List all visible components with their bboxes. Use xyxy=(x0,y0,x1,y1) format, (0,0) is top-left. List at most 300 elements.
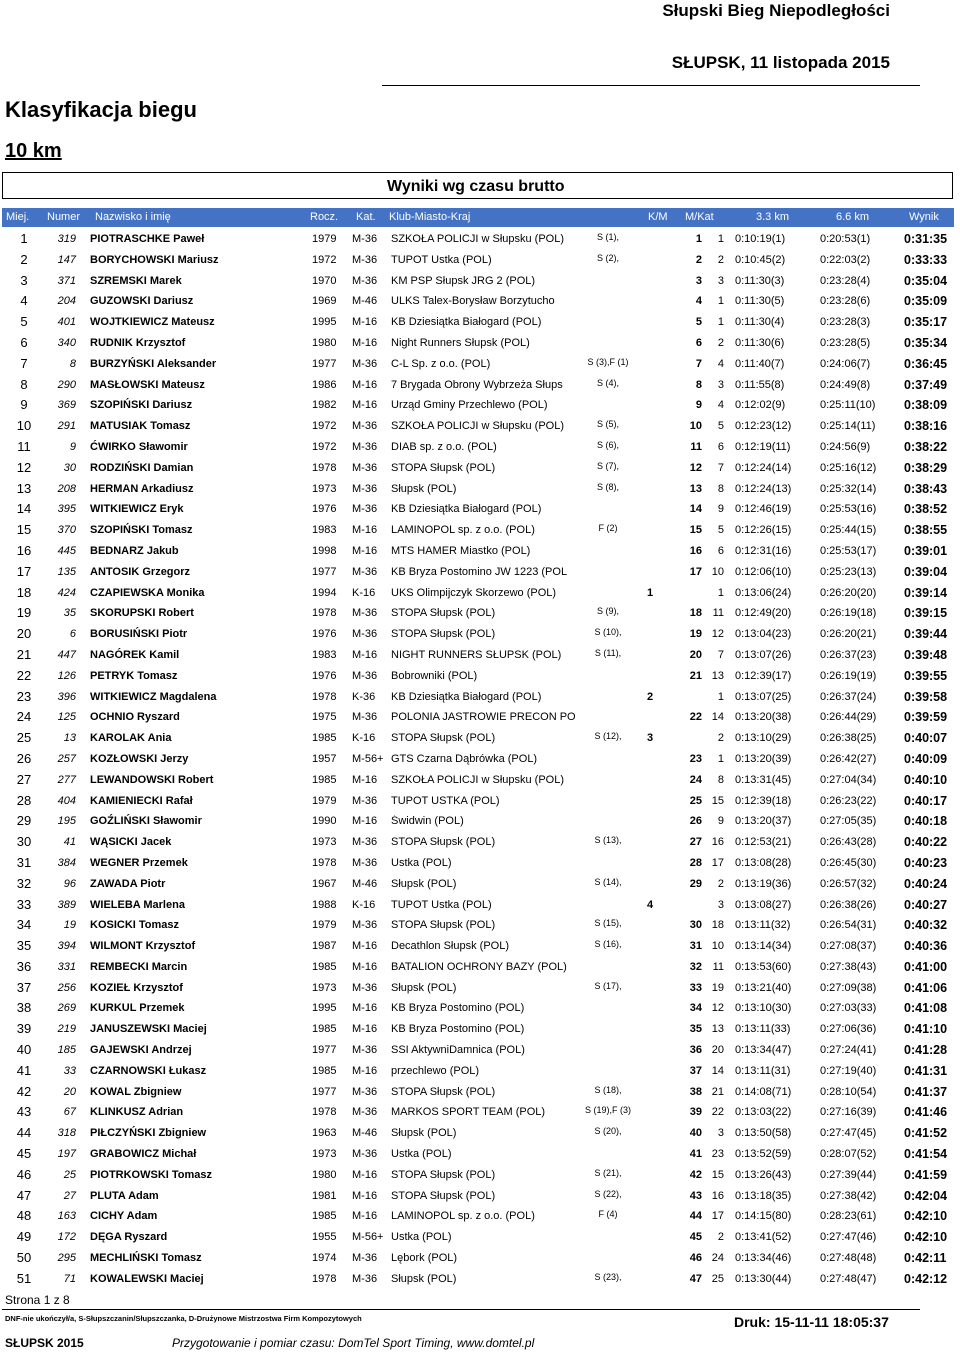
cell-men-rank: 16 xyxy=(689,544,702,557)
cell-result: 0:40:36 xyxy=(904,939,948,954)
cell-men-rank: 3 xyxy=(695,274,702,287)
cell-club: DIAB sp. z o.o. (POL) xyxy=(391,440,497,453)
table-row xyxy=(0,791,960,812)
cell-position: 34 xyxy=(16,917,32,933)
cell-club: 7 Brygada Obrony Wybrzeża Słups xyxy=(391,378,563,391)
cell-split-2: 0:27:03(33) xyxy=(820,1002,877,1015)
cell-men-rank: 25 xyxy=(689,794,702,807)
cell-number: 67 xyxy=(63,1106,76,1119)
cell-category: M-46 xyxy=(352,295,378,308)
cell-split-1: 0:12:19(11) xyxy=(735,440,791,453)
cell-club: UKS Olimpijczyk Skorzewo (POL) xyxy=(391,586,557,599)
cell-number: 424 xyxy=(57,586,76,599)
cell-club: Słupsk (POL) xyxy=(391,981,457,994)
cell-year: 1979 xyxy=(312,794,337,807)
cell-split-1: 0:12:23(12) xyxy=(735,420,792,433)
cell-category: M-36 xyxy=(352,461,378,474)
table-row xyxy=(0,1019,960,1040)
cell-split-1: 0:12:24(13) xyxy=(735,482,792,495)
cell-category-rank: 3 xyxy=(717,898,724,911)
cell-split-1: 0:13:20(37) xyxy=(735,815,792,828)
cell-club: GTS Czarna Dąbrówka (POL) xyxy=(391,752,538,765)
table-row xyxy=(0,874,960,895)
cell-category: M-16 xyxy=(352,1210,378,1223)
cell-club: LAMINOPOL sp. z o.o. (POL) xyxy=(391,524,535,537)
cell-number: 9 xyxy=(69,440,76,453)
cell-result: 0:39:55 xyxy=(904,668,948,683)
cell-split-2: 0:25:14(11) xyxy=(820,420,876,433)
cell-position: 36 xyxy=(16,958,32,974)
cell-number: 163 xyxy=(57,1210,76,1223)
cell-name: NAGÓREK Kamil xyxy=(90,648,180,661)
cell-number: 401 xyxy=(57,316,76,329)
cell-category-rank: 18 xyxy=(711,919,724,932)
cell-number: 25 xyxy=(63,1168,76,1181)
cell-year: 1977 xyxy=(312,1044,337,1057)
results-subtitle: Wyniki wg czasu brutto xyxy=(387,178,565,195)
cell-year: 1967 xyxy=(312,877,337,890)
cell-split-1: 0:12:31(16) xyxy=(735,544,792,557)
cell-split-2: 0:27:48(47) xyxy=(820,1272,877,1285)
cell-year: 1978 xyxy=(312,1106,337,1119)
cell-number: 295 xyxy=(57,1252,76,1265)
cell-name: MASŁOWSKI Mateusz xyxy=(90,378,205,391)
cell-year: 1988 xyxy=(312,898,337,911)
cell-split-1: 0:12:26(15) xyxy=(735,524,792,537)
cell-club: TUPOT Ustka (POL) xyxy=(391,253,492,266)
cell-club: SZKOŁA POLICJI w Słupsku (POL) xyxy=(391,420,565,433)
classification-title: Klasyfikacja biegu xyxy=(5,97,197,122)
timing-credit: Przygotowanie i pomiar czasu: DomTel Sport Timing, www.domtel.pl xyxy=(172,1336,535,1350)
cell-position: 45 xyxy=(16,1146,32,1162)
cell-split-1: 0:10:45(2) xyxy=(735,253,786,266)
table-row xyxy=(0,645,960,666)
col-year: Rocz. xyxy=(310,211,339,223)
table-row xyxy=(0,707,960,728)
cell-category-rank: 12 xyxy=(711,628,724,641)
cell-category-rank: 9 xyxy=(717,503,724,516)
cell-number: 204 xyxy=(57,295,76,308)
table-row xyxy=(0,811,960,832)
table-row xyxy=(0,832,960,853)
cell-year: 1976 xyxy=(312,669,337,682)
cell-split-1: 0:13:34(47) xyxy=(735,1044,792,1057)
cell-year: 1973 xyxy=(312,1148,337,1161)
cell-number: 172 xyxy=(57,1231,76,1244)
cell-split-2: 0:26:57(32) xyxy=(820,877,877,890)
cell-split-2: 0:25:16(12) xyxy=(820,461,877,474)
cell-number: 319 xyxy=(57,233,76,245)
cell-men-rank: 41 xyxy=(689,1148,702,1161)
cell-classifications: S (11), xyxy=(594,647,622,658)
cell-name: KOZŁOWSKI Jerzy xyxy=(90,752,189,765)
cell-year: 1979 xyxy=(312,919,337,932)
cell-name: WITKIEWICZ Magdalena xyxy=(90,690,217,703)
cell-men-rank: 46 xyxy=(689,1252,702,1265)
cell-category-rank: 2 xyxy=(717,1231,724,1244)
cell-result: 0:38:09 xyxy=(904,398,948,413)
cell-year: 1985 xyxy=(312,1023,337,1036)
cell-year: 1963 xyxy=(312,1127,337,1140)
cell-club: POLONIA JASTROWIE PRECON PO xyxy=(391,711,576,724)
cell-split-2: 0:28:10(54) xyxy=(820,1085,877,1098)
cell-classifications: S (1), xyxy=(596,232,619,242)
event-place-date: SŁUPSK, 11 listopada 2015 xyxy=(671,53,890,72)
col-result: Wynik xyxy=(909,211,939,223)
cell-category: M-36 xyxy=(352,274,378,287)
cell-result: 0:40:18 xyxy=(904,814,948,829)
cell-club: Night Runners Słupsk (POL) xyxy=(391,336,530,349)
cell-position: 4 xyxy=(20,293,28,309)
cell-position: 44 xyxy=(16,1125,32,1141)
cell-split-1: 0:13:07(25) xyxy=(735,690,792,703)
cell-club: ULKS Talex-Borysław Borzytucho xyxy=(391,295,555,308)
cell-position: 50 xyxy=(16,1250,32,1266)
cell-name: GAJEWSKI Andrzej xyxy=(90,1044,192,1057)
cell-category-rank: 3 xyxy=(717,1127,724,1140)
cell-split-2: 0:26:43(28) xyxy=(820,836,877,849)
cell-number: 277 xyxy=(57,773,76,786)
cell-category: M-16 xyxy=(352,773,378,786)
cell-name: OCHNIO Ryszard xyxy=(90,711,180,724)
cell-split-2: 0:23:28(3) xyxy=(820,316,871,329)
cell-split-1: 0:11:30(5) xyxy=(735,295,785,308)
cell-number: 370 xyxy=(57,524,76,537)
cell-year: 1983 xyxy=(312,524,337,537)
cell-result: 0:40:22 xyxy=(904,835,948,850)
table-row xyxy=(0,770,960,791)
cell-category-rank: 14 xyxy=(711,711,724,724)
cell-split-1: 0:14:08(71) xyxy=(735,1085,792,1098)
distance-title: 10 km xyxy=(5,140,62,162)
cell-result: 0:35:09 xyxy=(904,294,948,309)
cell-number: 447 xyxy=(57,648,76,661)
col-km: K/M xyxy=(648,211,668,223)
cell-name: PETRYK Tomasz xyxy=(90,669,178,682)
cell-club: KB Bryza Postomino (POL) xyxy=(391,1002,525,1015)
cell-position: 10 xyxy=(16,418,32,434)
cell-split-2: 0:27:47(46) xyxy=(820,1231,877,1244)
cell-classifications: S (10), xyxy=(594,627,622,638)
cell-number: 96 xyxy=(63,877,76,890)
cell-club: MTS HAMER Miastko (POL) xyxy=(391,544,531,557)
cell-year: 1987 xyxy=(312,940,337,953)
cell-year: 1973 xyxy=(312,836,337,849)
cell-men-rank: 9 xyxy=(695,399,702,412)
cell-split-2: 0:27:09(38) xyxy=(820,981,877,994)
cell-split-2: 0:25:11(10) xyxy=(820,399,876,412)
cell-result: 0:39:04 xyxy=(904,564,948,579)
cell-split-2: 0:23:28(6) xyxy=(820,295,871,308)
cell-split-2: 0:26:38(25) xyxy=(820,732,877,745)
cell-name: SZOPIŃSKI Dariusz xyxy=(90,399,193,412)
cell-men-rank: 11 xyxy=(690,440,702,453)
cell-men-rank: 30 xyxy=(689,919,702,932)
cell-year: 1970 xyxy=(312,274,337,287)
cell-split-1: 0:14:15(80) xyxy=(735,1210,792,1223)
cell-category: M-16 xyxy=(352,1002,378,1015)
cell-women-rank: 3 xyxy=(646,732,654,745)
cell-club: KB Dziesiątka Białogard (POL) xyxy=(391,503,542,516)
cell-split-2: 0:25:53(17) xyxy=(820,544,877,557)
cell-position: 21 xyxy=(16,646,32,662)
cell-split-1: 0:10:19(1) xyxy=(735,233,786,245)
cell-category: M-36 xyxy=(352,1085,378,1098)
table-row xyxy=(0,416,960,437)
cell-split-2: 0:20:53(1) xyxy=(820,233,871,245)
table-row xyxy=(0,1061,960,1082)
cell-year: 1983 xyxy=(312,648,337,661)
table-row xyxy=(0,1269,960,1290)
cell-number: 256 xyxy=(57,981,76,994)
cell-category: M-36 xyxy=(352,981,378,994)
cell-split-2: 0:25:32(14) xyxy=(820,482,877,495)
cell-name: KOSICKI Tomasz xyxy=(90,919,180,932)
cell-category-rank: 19 xyxy=(711,981,724,994)
cell-classifications: S (22), xyxy=(594,1188,622,1199)
cell-club: STOPA Słupsk (POL) xyxy=(391,1189,496,1202)
cell-men-rank: 18 xyxy=(689,607,702,620)
cell-men-rank: 14 xyxy=(689,503,702,516)
cell-position: 25 xyxy=(16,730,32,746)
cell-split-2: 0:27:39(44) xyxy=(820,1168,877,1181)
cell-result: 0:31:35 xyxy=(904,232,948,246)
cell-classifications: S (3),F (1) xyxy=(587,356,629,367)
cell-split-2: 0:27:06(36) xyxy=(820,1023,877,1036)
print-date: Druk: 15-11-11 18:05:37 xyxy=(734,1314,889,1330)
table-row xyxy=(0,853,960,874)
cell-year: 1998 xyxy=(312,544,337,557)
table-row xyxy=(0,395,960,416)
cell-category: M-16 xyxy=(352,1189,378,1202)
cell-split-1: 0:13:06(24) xyxy=(735,586,792,599)
cell-club: KB Bryza Postomino (POL) xyxy=(391,1023,525,1036)
cell-split-1: 0:13:53(60) xyxy=(735,960,792,973)
col-split1: 3.3 km xyxy=(756,211,790,223)
cell-result: 0:37:49 xyxy=(904,377,948,392)
cell-position: 23 xyxy=(16,688,32,704)
cell-classifications: S (23), xyxy=(594,1271,622,1282)
cell-category: M-16 xyxy=(352,399,378,412)
cell-category-rank: 13 xyxy=(711,669,724,682)
cell-name: CZARNOWSKI Łukasz xyxy=(90,1064,207,1077)
cell-name: SZOPIŃSKI Tomasz xyxy=(90,524,193,537)
cell-split-1: 0:12:24(14) xyxy=(735,461,792,474)
cell-category: M-36 xyxy=(352,440,378,453)
cell-position: 17 xyxy=(16,563,32,579)
cell-number: 318 xyxy=(57,1127,76,1140)
cell-split-2: 0:26:19(19) xyxy=(820,669,877,682)
cell-year: 1995 xyxy=(312,316,337,329)
cell-position: 46 xyxy=(16,1166,32,1182)
cell-split-1: 0:13:50(58) xyxy=(735,1127,792,1140)
cell-men-rank: 39 xyxy=(689,1106,702,1119)
cell-name: GRABOWICZ Michał xyxy=(90,1148,197,1161)
cell-men-rank: 35 xyxy=(689,1023,702,1036)
cell-club: Słupsk (POL) xyxy=(391,1272,457,1285)
table-row xyxy=(0,541,960,562)
cell-split-1: 0:13:31(45) xyxy=(735,773,792,786)
cell-category-rank: 5 xyxy=(717,524,724,537)
table-row xyxy=(0,375,960,396)
cell-number: 33 xyxy=(63,1064,76,1077)
cell-category-rank: 15 xyxy=(711,1168,724,1181)
cell-category: K-16 xyxy=(352,586,376,599)
cell-name: WEGNER Przemek xyxy=(90,856,188,869)
cell-category: M-36 xyxy=(352,711,378,724)
col-name: Nazwisko i imię xyxy=(95,211,171,223)
cell-position: 51 xyxy=(16,1270,32,1286)
cell-year: 1978 xyxy=(312,856,337,869)
cell-category-rank: 7 xyxy=(717,648,724,661)
cell-position: 8 xyxy=(20,376,28,392)
cell-number: 20 xyxy=(63,1085,76,1098)
cell-category: M-36 xyxy=(352,856,378,869)
cell-category: M-16 xyxy=(352,1168,378,1181)
cell-number: 395 xyxy=(57,503,76,516)
cell-position: 22 xyxy=(16,667,32,683)
cell-split-2: 0:26:20(20) xyxy=(820,586,877,599)
table-row xyxy=(0,624,960,645)
table-row xyxy=(0,1082,960,1103)
table-row xyxy=(0,1206,960,1227)
cell-men-rank: 2 xyxy=(695,253,702,266)
col-split2: 6.6 km xyxy=(836,211,870,223)
cell-name: WĄSICKI Jacek xyxy=(90,836,172,849)
cell-result: 0:36:45 xyxy=(904,356,948,371)
cell-position: 33 xyxy=(16,896,32,912)
cell-name: WIELEBA Marlena xyxy=(90,898,185,911)
cell-classifications: S (9), xyxy=(596,606,619,617)
cell-men-rank: 21 xyxy=(689,669,702,682)
cell-club: Ustka (POL) xyxy=(391,856,452,869)
cell-position: 6 xyxy=(20,334,28,350)
col-cat: Kat. xyxy=(356,211,376,223)
cell-split-1: 0:13:30(44) xyxy=(735,1272,792,1285)
cell-name: BEDNARZ Jakub xyxy=(90,544,179,557)
cell-split-1: 0:13:11(31) xyxy=(735,1064,791,1077)
cell-result: 0:42:10 xyxy=(904,1209,948,1224)
cell-name: MATUSIAK Tomasz xyxy=(90,420,191,433)
cell-category: M-36 xyxy=(352,482,378,495)
cell-category: M-36 xyxy=(352,919,378,932)
cell-number: 185 xyxy=(57,1044,76,1057)
cell-result: 0:39:48 xyxy=(904,647,948,662)
cell-result: 0:40:17 xyxy=(904,793,948,808)
cell-year: 1985 xyxy=(312,960,337,973)
cell-category: M-36 xyxy=(352,794,378,807)
cell-position: 41 xyxy=(16,1062,32,1078)
cell-position: 9 xyxy=(20,397,28,413)
table-header xyxy=(2,208,954,227)
cell-category-rank: 25 xyxy=(711,1272,724,1285)
cell-category: M-36 xyxy=(352,503,378,516)
table-row xyxy=(0,728,960,749)
cell-year: 1986 xyxy=(312,378,337,391)
cell-position: 31 xyxy=(16,854,32,870)
cell-year: 1985 xyxy=(312,1210,337,1223)
cell-result: 0:38:43 xyxy=(904,481,948,496)
cell-men-rank: 24 xyxy=(689,773,702,786)
cell-split-2: 0:23:28(4) xyxy=(820,274,871,287)
cell-year: 1975 xyxy=(312,711,337,724)
cell-result: 0:38:52 xyxy=(904,502,948,517)
cell-men-rank: 29 xyxy=(689,877,702,890)
cell-category: M-16 xyxy=(352,940,378,953)
cell-split-1: 0:13:21(40) xyxy=(735,981,792,994)
cell-result: 0:41:54 xyxy=(904,1147,948,1162)
cell-men-rank: 1 xyxy=(695,233,702,245)
cell-result: 0:42:10 xyxy=(904,1230,948,1245)
cell-split-1: 0:13:52(59) xyxy=(735,1148,792,1161)
cell-name: KURKUL Przemek xyxy=(90,1002,185,1015)
table-row xyxy=(0,957,960,978)
cell-men-rank: 28 xyxy=(689,856,702,869)
cell-number: 8 xyxy=(69,357,76,370)
cell-name: KOWALEWSKI Maciej xyxy=(90,1272,204,1285)
cell-position: 28 xyxy=(16,792,32,808)
table-row xyxy=(0,1186,960,1207)
cell-split-1: 0:13:10(30) xyxy=(735,1002,792,1015)
table-row xyxy=(0,229,960,250)
cell-split-1: 0:13:07(26) xyxy=(735,648,792,661)
cell-number: 27 xyxy=(63,1189,76,1202)
cell-year: 1972 xyxy=(312,420,337,433)
cell-split-2: 0:26:20(21) xyxy=(820,628,877,641)
cell-position: 39 xyxy=(16,1021,32,1037)
footer-divider xyxy=(2,1309,920,1310)
table-row xyxy=(0,687,960,708)
cell-men-rank: 37 xyxy=(689,1064,702,1077)
cell-category-rank: 12 xyxy=(711,1002,724,1015)
cell-year: 1990 xyxy=(312,815,337,828)
cell-number: 389 xyxy=(57,898,76,911)
cell-split-2: 0:26:37(23) xyxy=(820,648,877,661)
cell-split-1: 0:11:40(7) xyxy=(735,357,785,370)
cell-category-rank: 2 xyxy=(717,877,724,890)
cell-number: 257 xyxy=(57,752,76,765)
cell-name: ZAWADA Piotr xyxy=(90,877,166,890)
cell-classifications: F (2) xyxy=(598,523,618,534)
cell-category-rank: 16 xyxy=(711,836,724,849)
cell-number: 291 xyxy=(57,420,76,433)
cell-split-2: 0:27:16(39) xyxy=(820,1106,877,1119)
cell-position: 27 xyxy=(16,771,32,787)
table-row xyxy=(0,499,960,520)
cell-club: STOPA Słupsk (POL) xyxy=(391,607,496,620)
cell-category-rank: 4 xyxy=(717,399,724,412)
col-num: Numer xyxy=(47,211,81,223)
subtitle-box-top xyxy=(2,172,952,173)
cell-club: KB Dziesiątka Białogard (POL) xyxy=(391,690,542,703)
cell-number: 6 xyxy=(69,628,76,641)
cell-men-rank: 12 xyxy=(689,461,702,474)
cell-split-2: 0:27:19(40) xyxy=(820,1064,877,1077)
cell-year: 1995 xyxy=(312,1002,337,1015)
cell-name: REMBECKI Marcin xyxy=(90,960,188,973)
cell-category: M-36 xyxy=(352,607,378,620)
cell-result: 0:41:00 xyxy=(904,959,948,974)
cell-name: KAMIENIECKI Rafał xyxy=(90,794,193,807)
cell-split-2: 0:25:53(16) xyxy=(820,503,877,516)
cell-name: RODZIŃSKI Damian xyxy=(90,461,194,474)
cell-year: 1994 xyxy=(312,586,337,599)
cell-category-rank: 1 xyxy=(717,586,724,599)
cell-classifications: S (12), xyxy=(594,731,622,742)
cell-position: 32 xyxy=(16,875,32,891)
table-row xyxy=(0,998,960,1019)
cell-men-rank: 26 xyxy=(689,815,702,828)
